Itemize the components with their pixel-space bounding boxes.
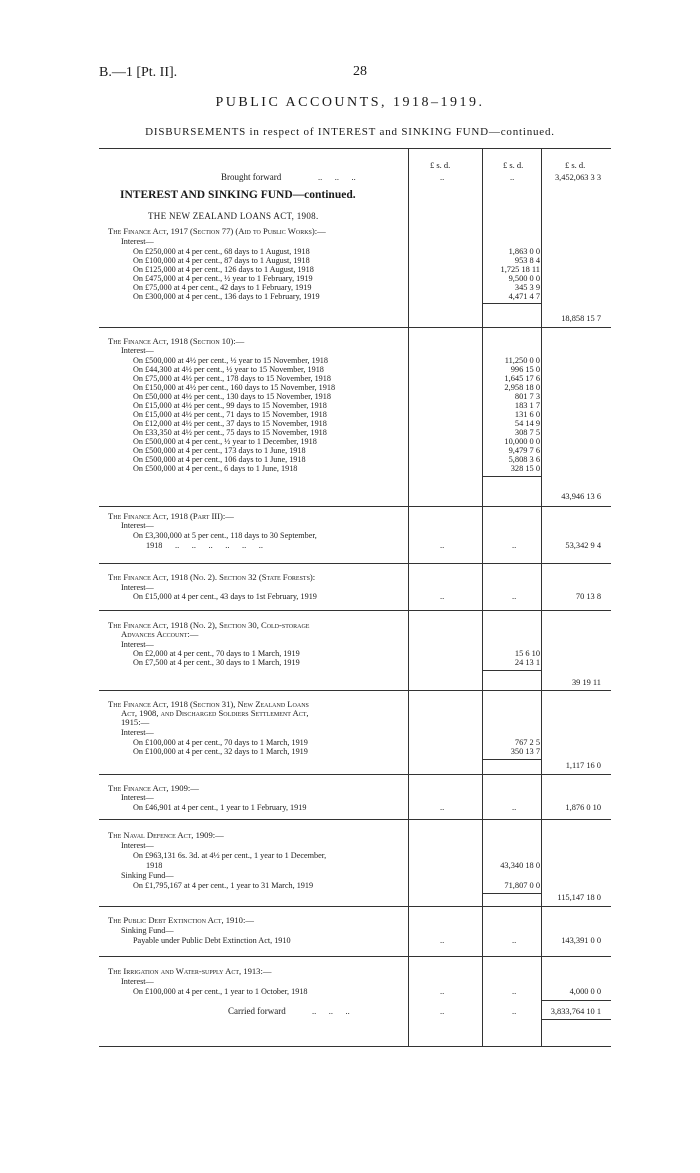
act-title: The Finance Act, 1918 (No. 2). Section 32 (State Forests): xyxy=(108,572,316,582)
entry-amount: 131 6 0 xyxy=(514,410,540,419)
entry-amount: 71,807 0 0 xyxy=(504,881,540,890)
entry-text: 1918 xyxy=(146,541,163,550)
table-top-rule xyxy=(99,148,611,149)
entry-amount: 350 13 7 xyxy=(510,747,540,756)
subtotal-rule xyxy=(483,303,541,304)
section-rule xyxy=(99,774,611,775)
column-header: £ s. d. xyxy=(430,160,451,170)
entry-text: On £3,300,000 at 5 per cent., 118 days to 30 September, xyxy=(133,531,317,540)
entry-text: On £100,000 at 4 per cent., 70 days to 1 March, 1919 xyxy=(133,738,308,747)
entry-text: 1918 xyxy=(146,861,163,870)
act-total: 18,858 15 7 xyxy=(561,314,601,323)
entry-amount: 1,863 0 0 xyxy=(508,247,540,256)
act-title: The Finance Act, 1918 (Part III):— xyxy=(108,511,234,521)
leader-dots: .. xyxy=(512,803,517,812)
leader-dots: .. xyxy=(512,987,517,996)
act-subheading: Interest— xyxy=(121,346,154,355)
act-subheading: Interest— xyxy=(121,237,154,246)
section-rule xyxy=(99,690,611,691)
carried-forward-total: 3,833,764 10 1 xyxy=(550,1007,601,1016)
entry-text: On £46,901 at 4 per cent., 1 year to 1 February, 1919 xyxy=(133,803,307,812)
column-header: £ s. d. xyxy=(565,160,586,170)
entry-text: On £75,000 at 4 per cent., 42 days to 1 February, 1919 xyxy=(133,283,312,292)
section-rule xyxy=(99,819,611,820)
subtotal-rule xyxy=(483,476,541,477)
entry-text: On £300,000 at 4 per cent., 136 days to 1 February, 1919 xyxy=(133,292,320,301)
entry-amount: 5,808 3 6 xyxy=(508,455,540,464)
entry-text: On £475,000 at 4 per cent., ½ year to 1 February, 1919 xyxy=(133,274,313,283)
entry-amount: 328 15 0 xyxy=(510,464,540,473)
leader-dots: .. xyxy=(440,541,445,550)
subtotal-rule xyxy=(483,893,541,894)
entry-text: On £100,000 at 4 per cent., 32 days to 1 March, 1919 xyxy=(133,747,308,756)
entry-amount: 9,500 0 0 xyxy=(508,274,540,283)
act-title: The Finance Act, 1918 (Section 10):— xyxy=(108,336,245,346)
entry-text: On £500,000 at 4½ per cent., ½ year to 15 November, 1918 xyxy=(133,356,328,365)
document-code: B.—1 [Pt. II]. xyxy=(99,65,178,80)
leader-dots: .. xyxy=(440,803,445,812)
entry-amount: 1,645 17 6 xyxy=(504,374,540,383)
entry-text: On £100,000 at 4 per cent., 1 year to 1 October, 1918 xyxy=(133,987,308,996)
entry-text: On £100,000 at 4 per cent., 87 days to 1 August, 1918 xyxy=(133,256,310,265)
entry-text: On £150,000 at 4½ per cent., 160 days to 15 November, 1918 xyxy=(133,383,336,392)
entry-text: On £12,000 at 4½ per cent., 37 days to 15 November, 1918 xyxy=(133,419,327,428)
entry-text: Payable under Public Debt Extinction Act, 1910 xyxy=(133,936,291,945)
act-subheading: Interest— xyxy=(121,977,154,986)
section-rule xyxy=(99,956,611,957)
act-title: Advances Account:— xyxy=(121,629,199,639)
entry-amount: 953 8 4 xyxy=(514,256,540,265)
leader-dots: .. xyxy=(512,1007,517,1016)
section-rule xyxy=(99,610,611,611)
act-total: 43,946 13 6 xyxy=(561,492,601,501)
total-rule xyxy=(541,1000,611,1001)
entry-text: On £44,300 at 4½ per cent., ½ year to 15 November, 1918 xyxy=(133,365,324,374)
final-rule xyxy=(541,1019,611,1020)
entry-text: On £15,000 at 4½ per cent., 71 days to 15 November, 1918 xyxy=(133,410,327,419)
entry-text: On £50,000 at 4½ per cent., 130 days to 15 November, 1918 xyxy=(133,392,331,401)
act-subheading: Interest— xyxy=(121,583,154,592)
act-title: The Naval Defence Act, 1909:— xyxy=(108,830,224,840)
table-bottom-rule xyxy=(99,1046,611,1047)
entry-amount: 345 3 9 xyxy=(514,283,540,292)
leader-dots: .. xyxy=(440,1007,445,1016)
entry-amount: 801 7 3 xyxy=(514,392,540,401)
entry-amount: 996 15 0 xyxy=(510,365,540,374)
entry-text: On £33,350 at 4½ per cent., 75 days to 15 November, 1918 xyxy=(133,428,327,437)
leader-dots: .. xyxy=(512,541,517,550)
page-subtitle: DISBURSEMENTS in respect of INTEREST and SINKING FUND—continued. xyxy=(145,126,555,138)
entry-amount: 308 7 5 xyxy=(514,428,540,437)
act-title: The Irrigation and Water-supply Act, 1913:— xyxy=(108,966,272,976)
act-subheading: Interest— xyxy=(121,521,154,530)
entry-text: On £500,000 at 4 per cent., 6 days to 1 June, 1918 xyxy=(133,464,298,473)
leader-dots: .. xyxy=(512,936,517,945)
act-subheading: Interest— xyxy=(121,640,154,649)
subtotal-rule xyxy=(483,670,541,671)
act-title: The Finance Act, 1909:— xyxy=(108,783,199,793)
act-title: The Finance Act, 1918 (Section 31), New Zealand Loans xyxy=(108,699,309,709)
act-total: 39 19 11 xyxy=(571,678,601,687)
entry-amount: 15 6 10 xyxy=(514,649,540,658)
act-subheading: Sinking Fund— xyxy=(121,926,174,935)
brought-forward-label: Brought forward xyxy=(221,172,282,182)
leader-dots: .. xyxy=(440,173,445,182)
subtotal-rule xyxy=(483,759,541,760)
entry-amount: 9,479 7 6 xyxy=(508,446,540,455)
act-subheading: Interest— xyxy=(121,728,154,737)
entry-text: On £250,000 at 4 per cent., 68 days to 1 August, 1918 xyxy=(133,247,310,256)
act-title: Act, 1908, and Discharged Soldiers Settlement Act, xyxy=(121,708,309,718)
leader-dots: .. xyxy=(440,592,445,601)
leader-dots: .. .. .. .. .. .. xyxy=(175,541,263,550)
act-subheading: Interest— xyxy=(121,793,154,802)
leader-dots: .. xyxy=(510,173,515,182)
act-title: The Finance Act, 1917 (Section 77) (Aid to Public Works):— xyxy=(108,226,326,236)
entry-text: On £1,795,167 at 4 per cent., 1 year to 31 March, 1919 xyxy=(133,881,314,890)
entry-text: On £7,500 at 4 per cent., 30 days to 1 March, 1919 xyxy=(133,658,300,667)
entry-amount: 767 2 5 xyxy=(514,738,540,747)
entry-text: On £15,000 at 4½ per cent., 99 days to 15 November, 1918 xyxy=(133,401,327,410)
entry-text: On £500,000 at 4 per cent., ½ year to 1 December, 1918 xyxy=(133,437,317,446)
leader-dots: .. .. .. xyxy=(312,1007,350,1016)
act-total: 143,391 0 0 xyxy=(561,936,601,945)
entry-amount: 10,000 0 0 xyxy=(504,437,540,446)
act-total: 53,342 9 4 xyxy=(565,541,601,550)
entry-amount: 1,725 18 11 xyxy=(500,265,540,274)
entry-text: On £500,000 at 4 per cent., 173 days to 1 June, 1918 xyxy=(133,446,306,455)
entry-amount: 183 1 7 xyxy=(514,401,540,410)
section-rule xyxy=(99,563,611,564)
act-subheading: Sinking Fund— xyxy=(121,871,174,880)
section-rule xyxy=(99,906,611,907)
page-title: PUBLIC ACCOUNTS, 1918–1919. xyxy=(215,95,485,110)
entry-text: On £500,000 at 4 per cent., 106 days to 1 June, 1918 xyxy=(133,455,306,464)
section-rule xyxy=(99,327,611,328)
leader-dots: .. xyxy=(440,936,445,945)
entry-amount: 54 14 9 xyxy=(514,419,540,428)
entry-amount: 43,340 18 0 xyxy=(500,861,540,870)
entry-text: On £2,000 at 4 per cent., 70 days to 1 March, 1919 xyxy=(133,649,300,658)
brought-forward-total: 3,452,063 3 3 xyxy=(554,173,601,182)
section-heading: INTEREST AND SINKING FUND—continued. xyxy=(120,189,356,201)
act-total: 1,117 16 0 xyxy=(565,761,601,770)
leader-dots: .. xyxy=(512,592,517,601)
entry-text: On £125,000 at 4 per cent., 126 days to 1 August, 1918 xyxy=(133,265,314,274)
act-total: 115,147 18 0 xyxy=(557,893,601,902)
act-subheading: Interest— xyxy=(121,841,154,850)
entry-text: On £963,131 6s. 3d. at 4½ per cent., 1 year to 1 December, xyxy=(133,851,327,860)
entry-text: On £75,000 at 4½ per cent., 178 days to 15 November, 1918 xyxy=(133,374,331,383)
act-title: 1915:— xyxy=(121,717,150,727)
section-rule xyxy=(99,506,611,507)
entry-amount: 2,958 18 0 xyxy=(504,383,540,392)
leader-dots: .. xyxy=(440,987,445,996)
act-title: The Public Debt Extinction Act, 1910:— xyxy=(108,915,254,925)
page-number: 28 xyxy=(353,64,367,79)
entry-amount: 4,471 4 7 xyxy=(508,292,540,301)
entry-amount: 24 13 1 xyxy=(514,658,540,667)
column-header: £ s. d. xyxy=(503,160,524,170)
column-divider xyxy=(408,148,409,1047)
entry-amount: 11,250 0 0 xyxy=(504,356,540,365)
act-total: 1,876 0 10 xyxy=(565,803,601,812)
act-heading: THE NEW ZEALAND LOANS ACT, 1908. xyxy=(148,211,319,221)
leader-dots: .. .. .. xyxy=(318,173,356,182)
act-title: The Finance Act, 1918 (No. 2), Section 30, Cold-storage xyxy=(108,620,310,630)
carried-forward-label: Carried forward xyxy=(228,1006,286,1016)
entry-text: On £15,000 at 4 per cent., 43 days to 1st February, 1919 xyxy=(133,592,317,601)
act-total: 70 13 8 xyxy=(575,592,601,601)
act-total: 4,000 0 0 xyxy=(569,987,601,996)
